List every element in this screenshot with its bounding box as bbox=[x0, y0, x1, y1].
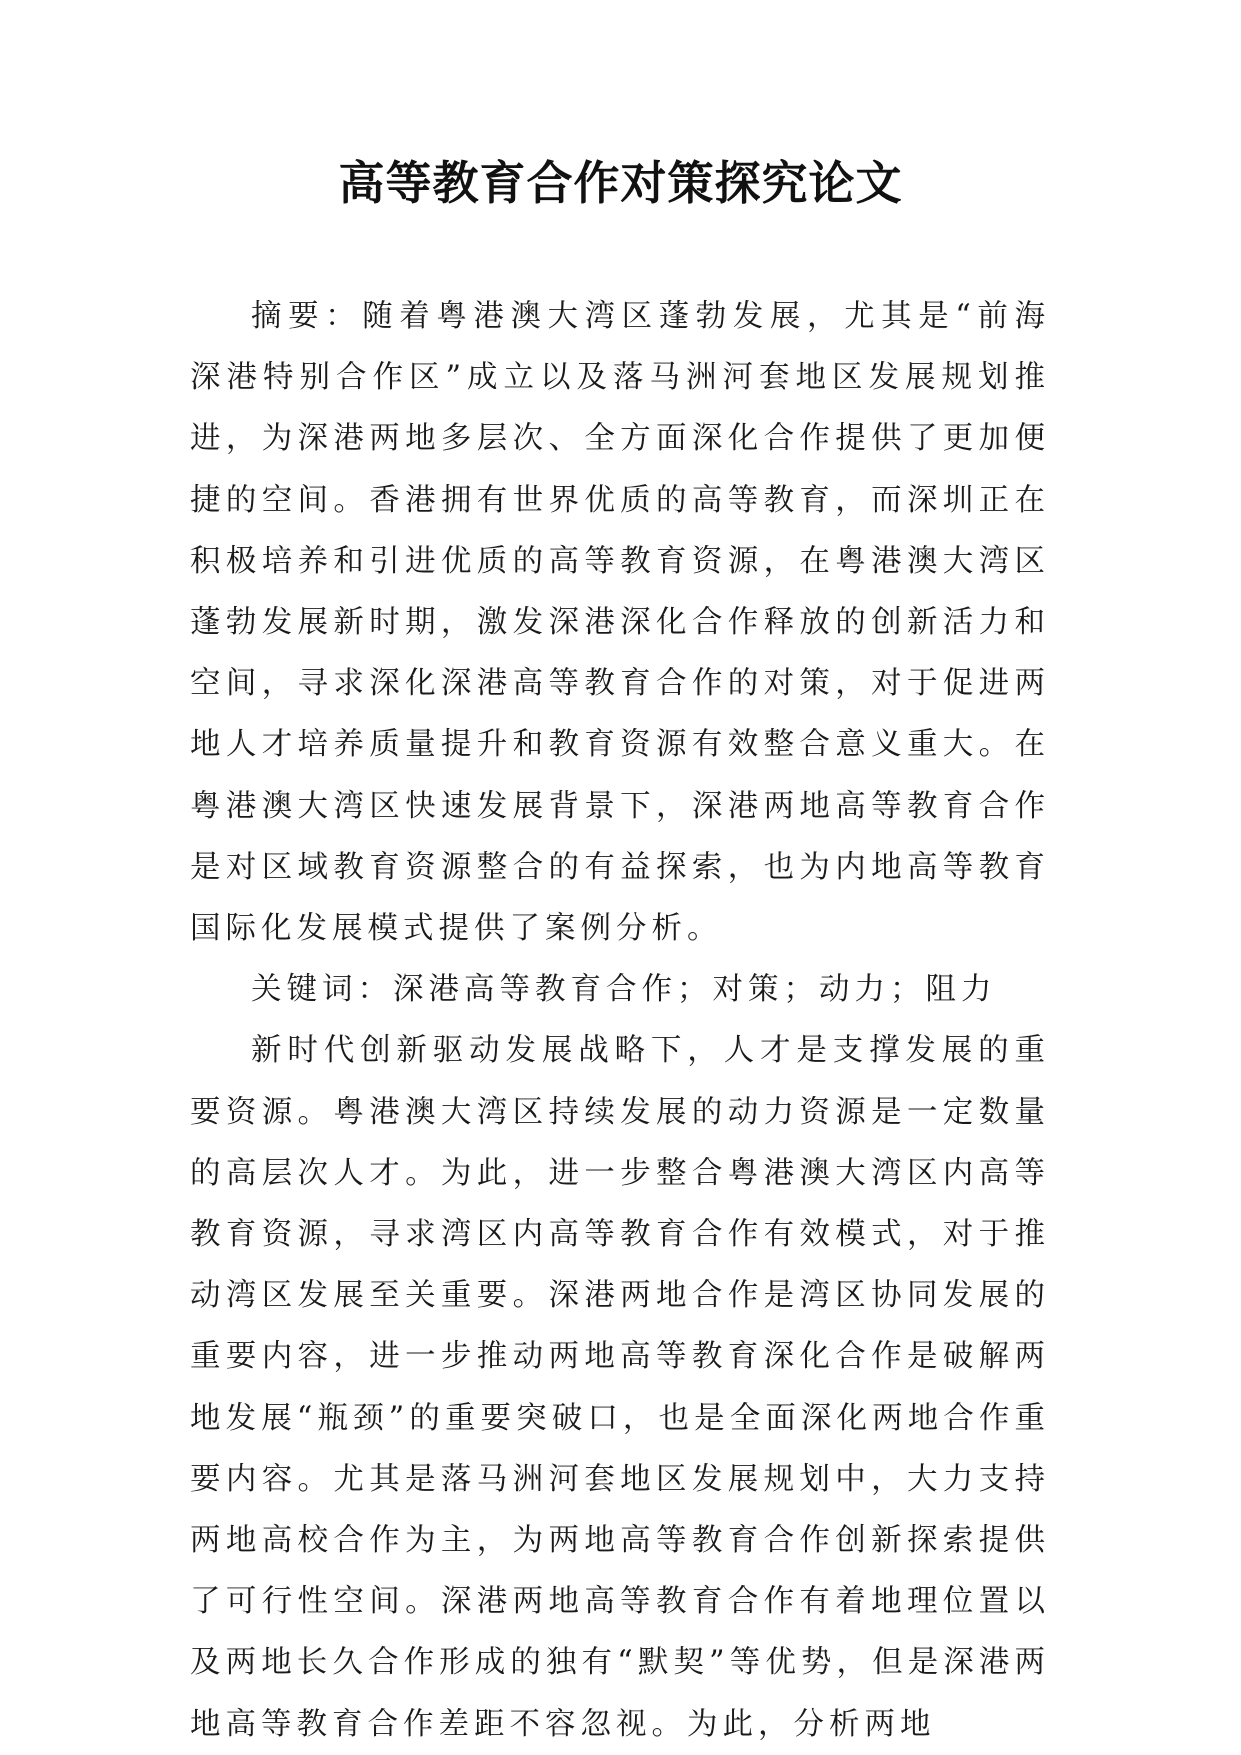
keywords-paragraph: 关键词：深港高等教育合作；对策；动力；阻力 bbox=[251, 972, 997, 1008]
document-title: 高等教育合作对策探究论文 bbox=[338, 156, 903, 210]
document-body bbox=[190, 286, 1050, 1755]
abstract-paragraph: 摘要：随着粤港澳大湾区蓬勃发展，尤其是“前海深港特别合作区”成立以及落马洲河套地区发展规划推进，为深港两地多层次、全方面深化合作提供了更加便捷的空间。香港拥有世界优质的高等教育，而深圳正在积极培养和引进优质的高等教育资源，在粤港澳大湾区蓬勃发展新时期，激发深港深化合作释放的创新活力和空间，寻求深化深港高等教育合作的对策，对于促进两地人才培养质量提升和教育资源有效整合意义重大。在粤港澳大湾区快速发展背景下，深港两地高等教育合作是对区域教育资源整合的有益探索，也为内地高等教育国际化发展模式提供了案例分析。 bbox=[190, 299, 1050, 947]
intro-paragraph: 新时代创新驱动发展战略下，人才是支撑发展的重要资源。粤港澳大湾区持续发展的动力资源是一定数量的高层次人才。为此，进一步整合粤港澳大湾区内高等教育资源，寻求湾区内高等教育合作有效模式，对于推动湾区发展至关重要。深港两地合作是湾区协同发展的重要内容，进一步推动两地高等教育深化合作是破解两地发展“瓶颈”的重要突破口，也是全面深化两地合作重要内容。尤其是落马洲河套地区发展规划中，大力支持两地高校合作为主，为两地高等教育合作创新探索提供了可行性空间。深港两地高等教育合作有着地理位置以及两地长久合作形成的独有“默契”等优势，但是深港两地高等教育合作差距不容忽视。为此，分析两地 bbox=[190, 1033, 1050, 1742]
